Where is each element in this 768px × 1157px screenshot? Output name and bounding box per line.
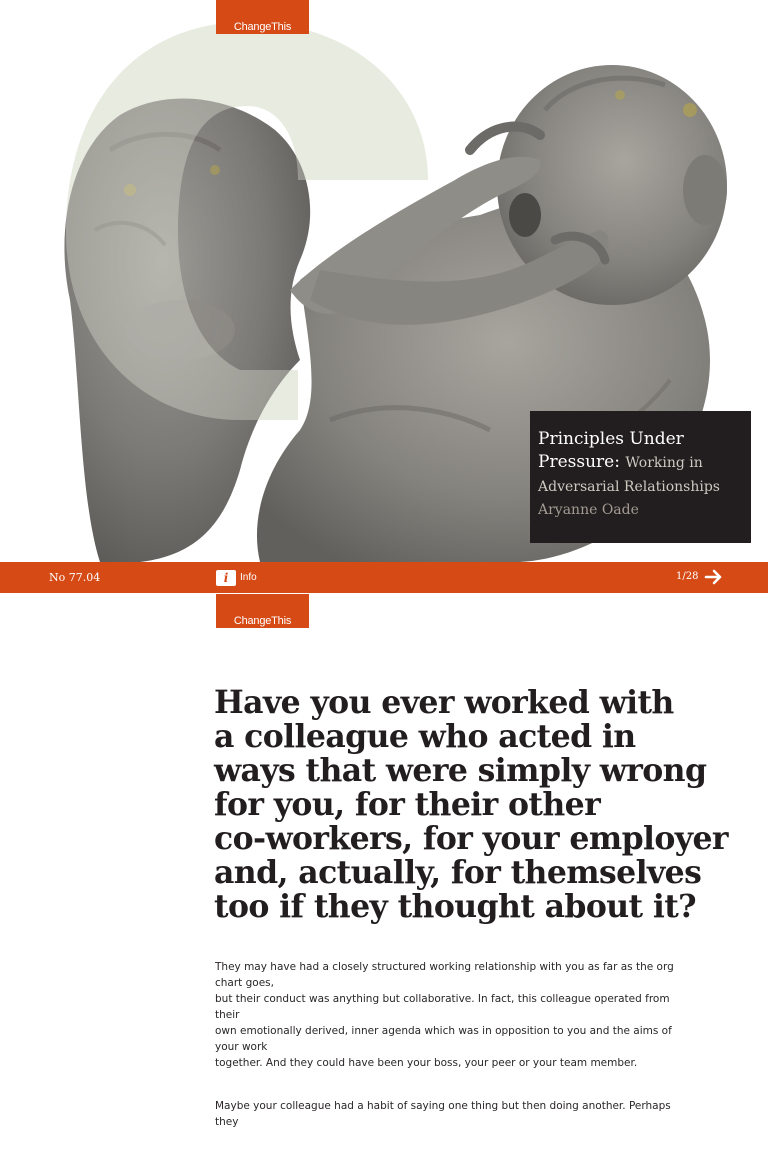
cover-title	[538, 428, 743, 475]
brand-logo-tab-page2[interactable]	[216, 594, 309, 628]
brand-logo-text: ChangeThis	[233, 615, 292, 627]
brand-logo-text: ChangeThis	[233, 21, 292, 33]
cover-subtitle-line1: Working in	[625, 455, 703, 471]
article-paragraph-1: They may have had a closely structured working relationship with you as far as the org chart goes, but their conduct was anything but collaborative. In fact, this colleague operated from their own emotionally derived, inner agenda which was in opposition to you and the aims of your work together. And they could have been your boss, your peer or your team member.	[215, 961, 674, 1069]
arrow-right-icon[interactable]	[705, 569, 723, 585]
article-headline: Have you ever worked with a colleague who acted in ways that were simply wrong for you, for their other co-workers, for your employer and, actually, for themselves too if they thought about it?	[214, 684, 728, 925]
title-card	[530, 411, 751, 543]
brand-logo-tab[interactable]	[216, 0, 309, 34]
cover-page	[0, 0, 768, 562]
cover-author: Aryanne Oade	[538, 502, 639, 518]
cover-subtitle-line2: Adversarial Relationships	[538, 479, 720, 495]
article-body	[215, 943, 695, 1157]
article-paragraph-2: Maybe your colleague had a habit of saying one thing but then doing another. Perhaps they	[215, 1100, 671, 1128]
issue-number: No 77.04	[49, 571, 101, 584]
cover-title-line2: Pressure:	[538, 452, 620, 472]
info-icon: i	[216, 570, 236, 586]
info-label: Info	[240, 572, 257, 583]
cover-title-line1: Principles Under	[538, 429, 684, 449]
page-navbar	[0, 562, 768, 593]
page-indicator: 1/28	[676, 571, 699, 582]
info-button[interactable]	[216, 568, 257, 587]
